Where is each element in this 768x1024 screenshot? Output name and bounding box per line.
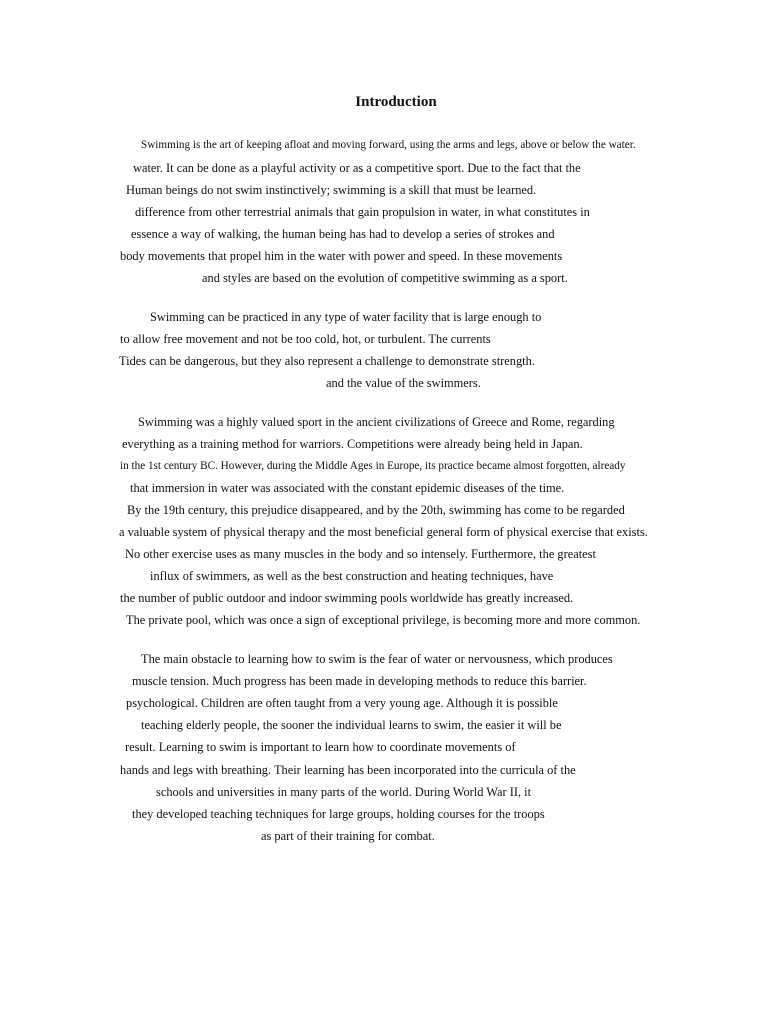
paragraph-1-line-7: and styles are based on the evolution of competitive swimming as a sport. [202, 271, 568, 285]
paragraph-1-line-6: body movements that propel him in the water with power and speed. In these movements [120, 249, 563, 263]
paragraph-3-line-10: The private pool, which was once a sign of exceptional privilege, is becoming more and more common. [126, 613, 641, 627]
paragraph-2-line-1: Swimming can be practiced in any type of water facility that is large enough to [150, 310, 542, 324]
paragraph-4-line-1: The main obstacle to learning how to swim is the fear of water or nervousness, which produces [141, 652, 613, 666]
paragraph-1-line-1: Swimming is the art of keeping afloat and moving forward, using the arms and legs, above or below the water. [141, 139, 636, 151]
paragraph-3-line-3: in the 1st century BC. However, during the Middle Ages in Europe, its practice became almost forgotten, already [120, 460, 626, 472]
page-title: Introduction [355, 94, 437, 110]
paragraph-3-line-9: the number of public outdoor and indoor swimming pools worldwide has greatly increased. [120, 591, 574, 605]
paragraph-1-line-5: essence a way of walking, the human being has had to develop a series of strokes and [131, 227, 555, 241]
paragraph-2-line-3: Tides can be dangerous, but they also represent a challenge to demonstrate strength. [119, 354, 535, 368]
paragraph-4-line-6: hands and legs with breathing. Their learning has been incorporated into the curricula of the [120, 763, 576, 777]
paragraph-4-line-7: schools and universities in many parts of the world. During World War II, it [156, 785, 532, 799]
paragraph-4-line-4: teaching elderly people, the sooner the individual learns to swim, the easier it will be [141, 718, 562, 732]
paragraph-4-line-5: result. Learning to swim is important to learn how to coordinate movements of [125, 740, 516, 754]
paragraph-4-line-8: they developed teaching techniques for large groups, holding courses for the troops [132, 807, 545, 821]
paragraph-3-line-5: By the 19th century, this prejudice disappeared, and by the 20th, swimming has come to be regarded [127, 503, 625, 517]
paragraph-4-line-3: psychological. Children are often taught from a very young age. Although it is possible [126, 696, 558, 710]
paragraph-4-line-9: as part of their training for combat. [261, 829, 435, 843]
paragraph-3-line-2: everything as a training method for warriors. Competitions were already being held in Japan. [122, 437, 583, 451]
paragraph-3-line-4: that immersion in water was associated with the constant epidemic diseases of the time. [130, 481, 565, 495]
paragraph-1-line-2: water. It can be done as a playful activity or as a competitive sport. Due to the fact that the [133, 161, 581, 175]
paragraph-2-line-2: to allow free movement and not be too cold, hot, or turbulent. The currents [120, 332, 491, 346]
paragraph-3-line-7: No other exercise uses as many muscles in the body and so intensely. Furthermore, the greatest [125, 547, 596, 561]
paragraph-3-line-1: Swimming was a highly valued sport in the ancient civilizations of Greece and Rome, regarding [138, 415, 615, 429]
paragraph-1-line-4: difference from other terrestrial animals that gain propulsion in water, in what constitutes in [135, 205, 590, 219]
paragraph-3-line-8: influx of swimmers, as well as the best construction and heating techniques, have [150, 569, 554, 583]
paragraph-3-line-6: a valuable system of physical therapy and the most beneficial general form of physical exercise that exists. [119, 525, 648, 539]
paragraph-4-line-2: muscle tension. Much progress has been made in developing methods to reduce this barrier. [132, 674, 587, 688]
paragraph-2-line-4: and the value of the swimmers. [326, 376, 481, 390]
paragraph-1-line-3: Human beings do not swim instinctively; swimming is a skill that must be learned. [126, 183, 537, 197]
